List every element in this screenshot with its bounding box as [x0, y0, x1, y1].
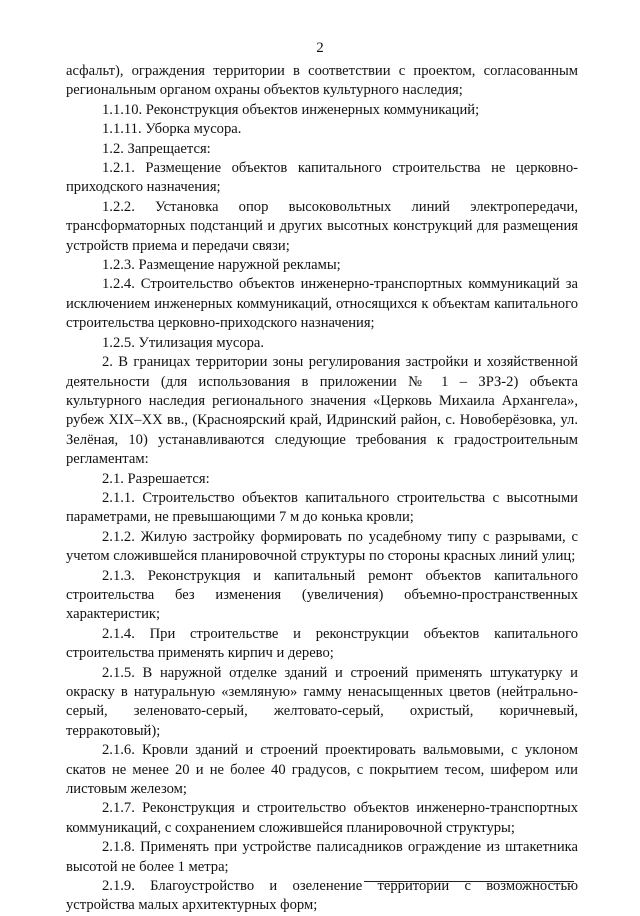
paragraph: 1.2. Запрещается: — [102, 140, 211, 157]
paragraph: 1.2.4. Строительство объектов инженерно-транспортных коммуникаций за исключением инженерных коммуникаций, относящихся к объектам капитального строительства церковно-приходского назначения; — [66, 276, 578, 332]
paragraph: 2.1. Разрешается: — [102, 470, 210, 487]
paragraph: 2.1.1. Строительство объектов капитального строительства с высотными параметрами, не превышающими 7 м до конька кровли; — [66, 489, 578, 526]
paragraph: 1.2.5. Утилизация мусора. — [102, 334, 265, 351]
footer-divider — [364, 881, 574, 882]
paragraph: 1.1.11. Уборка мусора. — [102, 121, 242, 138]
paragraph: 2.1.5. В наружной отделке зданий и строений применять штукатурку и окраску в натуральную «земляную» гамму ненасыщенных цветов (нейтрально-серый, зеленовато-серый, желтовато-серый, охристый, коричневый, терракотовый); — [66, 664, 578, 739]
paragraph: 2.1.2. Жилую застройку формировать по усадебному типу с разрывами, с учетом сложившейся планировочной структуры по стороны красных линий улиц; — [66, 528, 578, 565]
paragraph: 1.1.10. Реконструкция объектов инженерных коммуникаций; — [102, 101, 480, 118]
page-number: 2 — [316, 40, 324, 56]
paragraph: 2.1.4. При строительстве и реконструкции объектов капитального строительства применять кирпич и дерево; — [66, 625, 578, 662]
paragraph: 2. В границах территории зоны регулирования застройки и хозяйственной деятельности (для использования в приложении № 1 – ЗРЗ-2) объекта культурного наследия регионального значения «Церковь Михаила Архангела», рубеж XIX–XX вв., (Красноярский край, Идринский район, с. Новоберёзовка, ул. Зелёная, 10) устанавливаются следующие требования к градостроительным регламентам: — [66, 354, 578, 468]
paragraph: 2.1.8. Применять при устройстве палисадников ограждение из штакетника высотой не более 1 метра; — [66, 839, 578, 875]
paragraph: 2.1.3. Реконструкция и капитальный ремонт объектов капитального строительства без изменения (увеличения) объемно-пространственных характеристик; — [66, 567, 578, 623]
paragraph: 2.1.6. Кровли зданий и строений проектировать вальмовыми, с уклоном скатов не менее 20 и не более 40 градусов, с покрытием тесом, шифером или листовым железом; — [66, 742, 578, 798]
paragraph: 2.1.7. Реконструкция и строительство объектов инженерно-транспортных коммуникаций, с сохранением сложившейся планировочной структуры; — [66, 800, 578, 836]
paragraph: 1.2.1. Размещение объектов капитального строительства не церковно-приходского назначения; — [66, 160, 578, 196]
paragraph: 2.1.9. Благоустройство и озеленение территории с возможностью устройства малых архитектурных форм; — [66, 878, 578, 914]
paragraph: 1.2.3. Размещение наружной рекламы; — [102, 257, 341, 274]
paragraph: 1.2.2. Установка опор высоковольтных линий электропередачи, трансформаторных подстанций и других высотных конструкций для размещения устройств приема и передачи связи; — [66, 198, 578, 254]
paragraph: асфальт), ограждения территории в соответствии с проектом, согласованным региональным органом охраны объектов культурного наследия; — [66, 63, 578, 99]
document-body — [66, 62, 578, 916]
